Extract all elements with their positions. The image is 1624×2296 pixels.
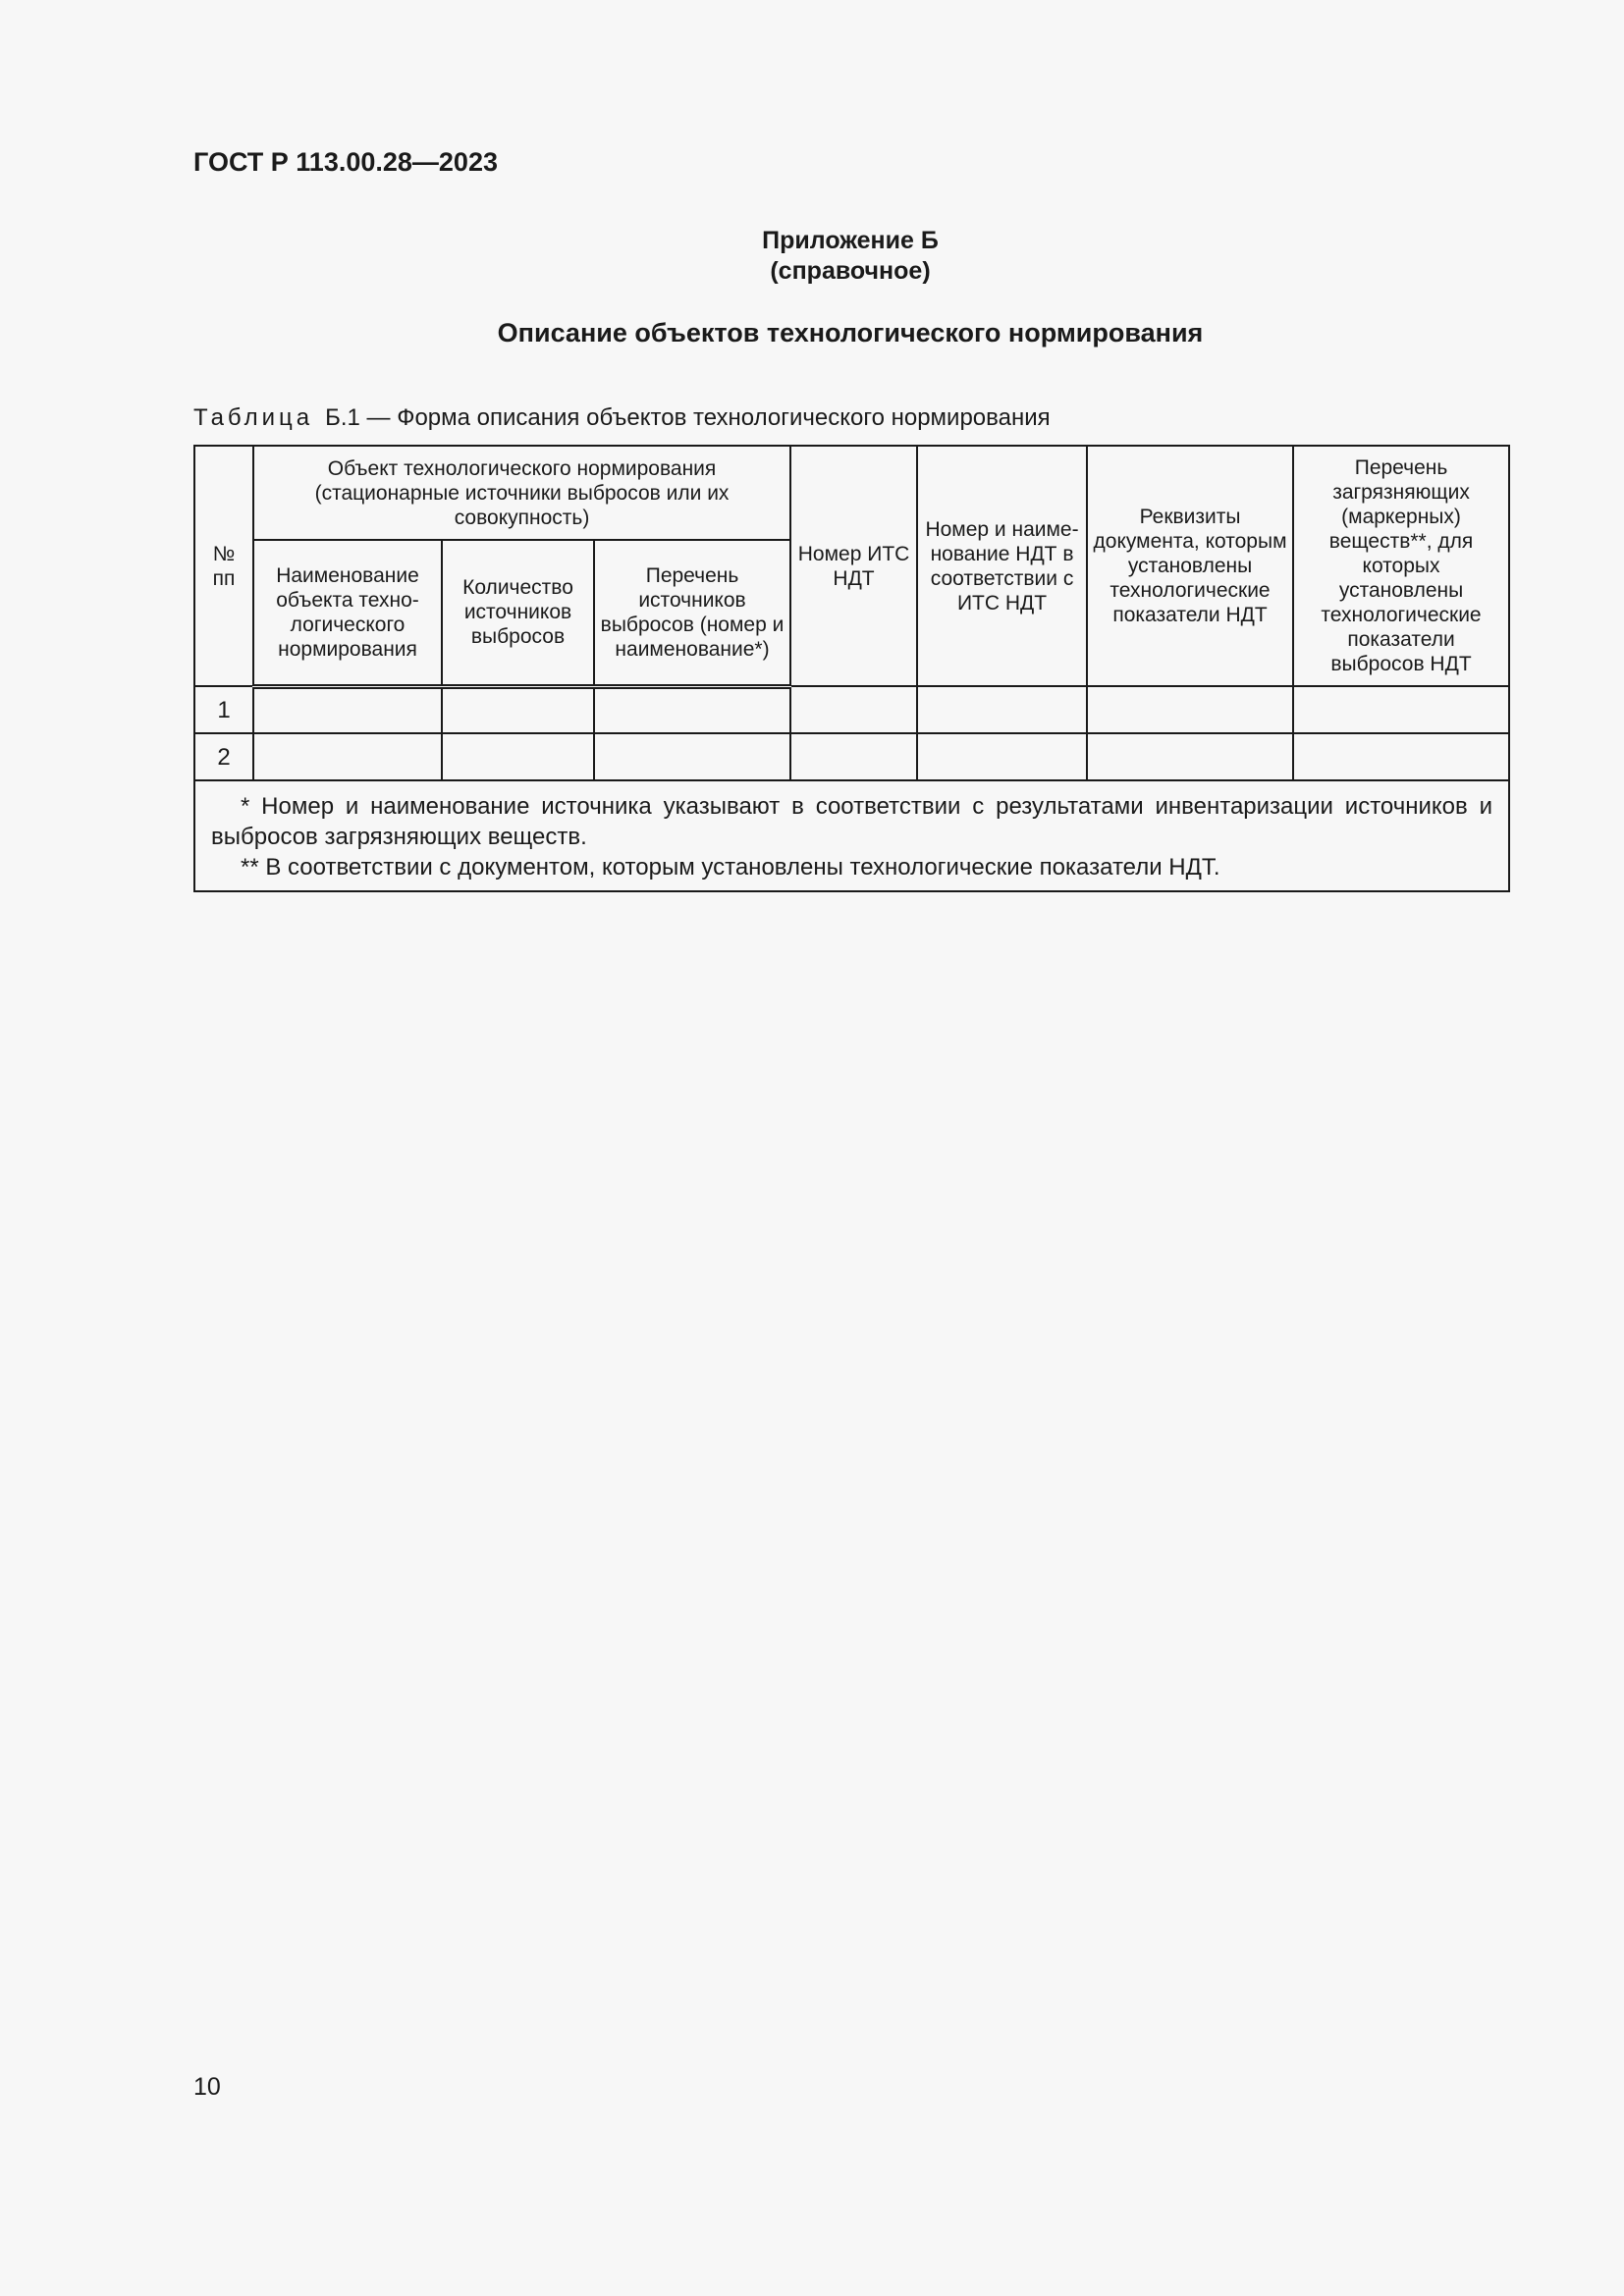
table-cell [917, 733, 1087, 780]
section-title: Описание объектов технологического нормирования [497, 318, 1204, 347]
document-code: ГОСТ Р 113.00.28—2023 [193, 147, 498, 177]
table-cell [253, 686, 442, 733]
header-num: № пп [194, 446, 253, 686]
table-cell [594, 686, 790, 733]
header-doc-details: Реквизиты документа, которым установлены технологические показатели НДТ [1087, 446, 1293, 686]
header-ndt-name: Номер и наиме-нование НДТ в соответствии с ИТС НДТ [917, 446, 1087, 686]
header-its-number: Номер ИТС НДТ [790, 446, 917, 686]
header-object-name: Наименование объекта техно-логического нормирования [253, 540, 442, 686]
table-cell [1293, 733, 1509, 780]
row-number: 1 [194, 686, 253, 733]
objects-description-table [193, 445, 1510, 892]
table-caption-label: Таблица [193, 404, 314, 431]
header-source-list: Перечень источников выбросов (номер и наименование*) [594, 540, 790, 686]
header-source-count: Количество источников выбросов [442, 540, 594, 686]
header-pollutants: Перечень загрязняющих (маркерных) веществ**, для которых установлены технологические показатели выбросов НДТ [1293, 446, 1509, 686]
table-row [194, 686, 1509, 733]
table-notes-row [194, 780, 1509, 891]
table-cell [790, 686, 917, 733]
header-object-group: Объект технологического нормирования (стационарные источники выбросов или их совокупность) [253, 446, 790, 540]
table-cell [1293, 686, 1509, 733]
table-caption [193, 404, 1051, 432]
footnote: * Номер и наименование источника указывают в соответствии с результатами инвентаризации источников и выбросов загрязняющих веществ. [211, 793, 1493, 850]
table-cell [253, 733, 442, 780]
table-cell [1087, 733, 1293, 780]
table-row [194, 733, 1509, 780]
table-cell [442, 733, 594, 780]
table-cell [790, 733, 917, 780]
table-cell [594, 733, 790, 780]
appendix-status: (справочное) [770, 257, 931, 285]
row-number: 2 [194, 733, 253, 780]
table-notes [194, 780, 1509, 891]
appendix-title: Приложение Б [762, 227, 939, 254]
page-number: 10 [193, 2073, 221, 2101]
table-cell [442, 686, 594, 733]
footnote: ** В соответствии с документом, которым установлены технологические показатели НДТ. [241, 854, 1220, 881]
table-cell [917, 686, 1087, 733]
appendix-heading [648, 226, 1053, 287]
table-cell [1087, 686, 1293, 733]
table-caption-text: Б.1 — Форма описания объектов технологического нормирования [325, 404, 1051, 431]
